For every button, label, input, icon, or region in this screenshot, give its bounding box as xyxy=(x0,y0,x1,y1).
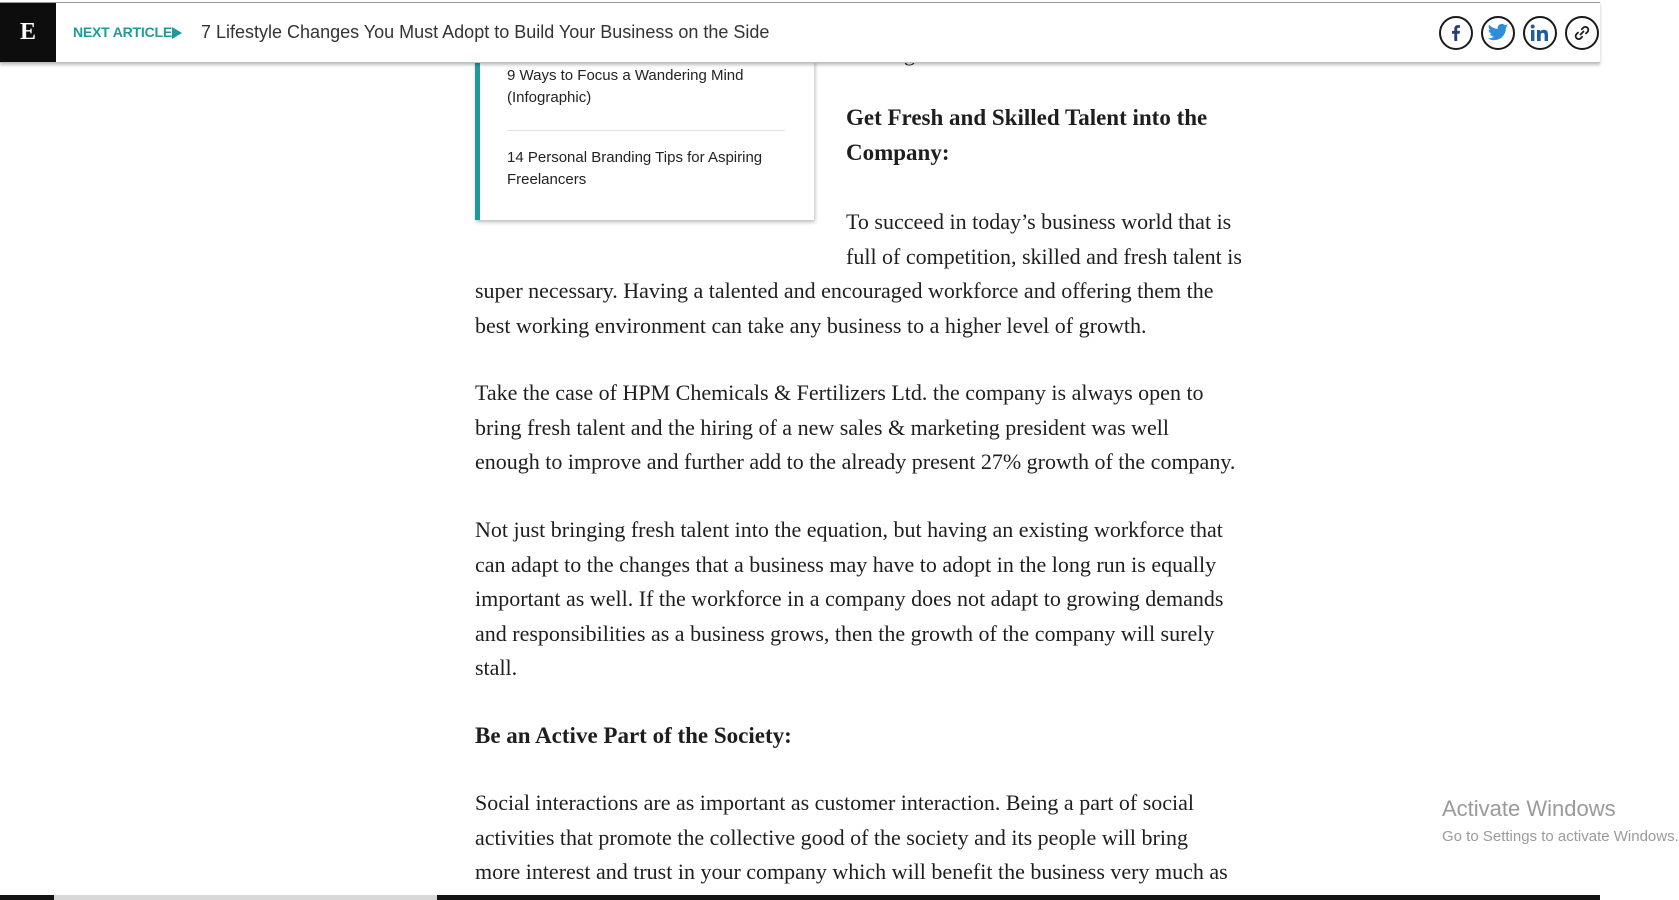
paragraph-1-text: To succeed in today’s business world that is full of competition, skilled and fresh talent is xyxy=(846,209,1242,269)
paragraph-4 xyxy=(475,786,1228,890)
section-heading: Get Fresh and Skilled Talent into the Company: xyxy=(846,105,1208,165)
linkedin-icon xyxy=(1530,24,1550,42)
paragraph-1-top xyxy=(846,205,1286,274)
related-article-link[interactable]: 14 Personal Branding Tips for Aspiring Freelancers xyxy=(507,149,763,188)
next-article-bar xyxy=(0,2,1600,63)
activate-windows-title: Activate Windows xyxy=(1442,796,1616,821)
related-article-link[interactable]: 9 Ways to Focus a Wandering Mind (Infographic) xyxy=(507,67,744,106)
bottom-progress-segment xyxy=(54,895,437,900)
facebook-share-button[interactable] xyxy=(1439,16,1473,50)
twitter-share-button[interactable] xyxy=(1481,16,1515,50)
paragraph-3-text: Not just bringing fresh talent into the equation, but having an existing workforce that can adapt to the changes that a business may have to adopt in the long run is equally important as well. If the workforce in a company does not adapt to growing demands and responsibilities as a business grows, then the growth of the company will surely stall. xyxy=(475,517,1224,680)
paragraph-1-text: super necessary. Having a talented and encouraged workforce and offering them the best working environment can take any business to a higher level of growth. xyxy=(475,278,1214,338)
section-heading: Be an Active Part of the Society: xyxy=(475,723,792,748)
related-articles-box xyxy=(475,60,814,220)
linkedin-share-button[interactable] xyxy=(1523,16,1557,50)
paragraph-3 xyxy=(475,513,1223,686)
link-icon xyxy=(1572,23,1592,43)
copy-link-button[interactable] xyxy=(1565,16,1599,50)
paragraph-2-text: Take the case of HPM Chemicals & Fertilizers Ltd. the company is always open to bring fresh talent and the hiring of a new sales & marketing president was well enough to improve and further add to the already present 27% growth of the company. xyxy=(475,380,1236,474)
paragraph-2 xyxy=(475,376,1235,480)
facebook-icon xyxy=(1446,23,1466,43)
activate-windows-subtitle: Go to Settings to activate Windows. xyxy=(1442,828,1679,845)
entrepreneur-logo[interactable]: E xyxy=(0,3,56,62)
twitter-icon xyxy=(1487,23,1509,43)
next-article-label[interactable]: NEXT ARTICLE xyxy=(73,24,172,40)
next-article-title-link[interactable]: 7 Lifestyle Changes You Must Adopt to Build Your Business on the Side xyxy=(201,22,770,42)
paragraph-1-bottom xyxy=(475,274,1214,343)
related-divider xyxy=(507,130,785,131)
play-arrow-icon xyxy=(172,27,182,39)
paragraph-4-text: Social interactions are as important as customer interaction. Being a part of social activities that promote the collective good of the society and its people will bring more interest and trust in your company which will benefit the business very much as xyxy=(475,790,1228,884)
